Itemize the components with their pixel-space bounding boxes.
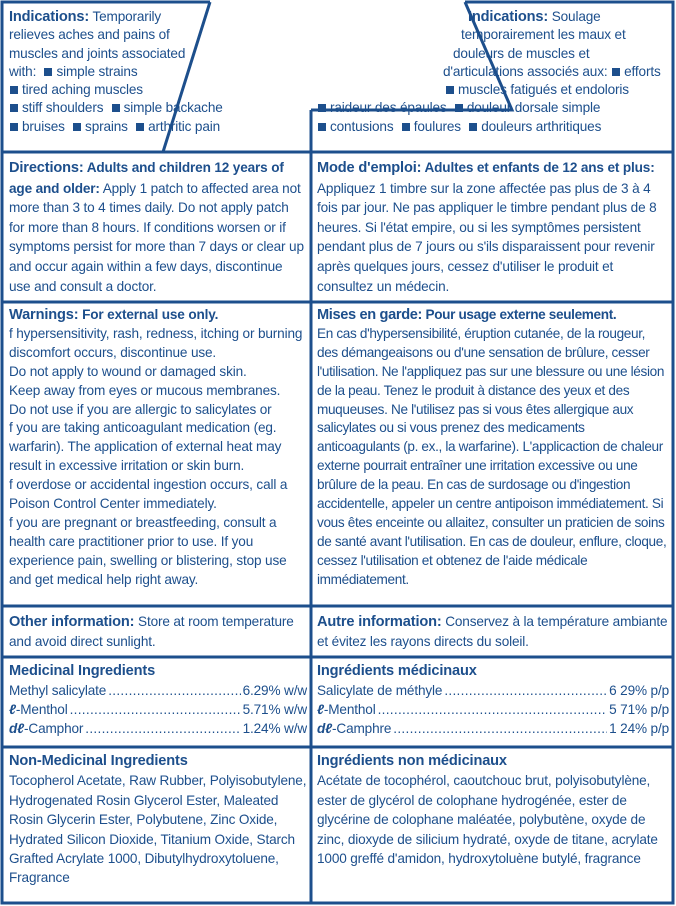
- en-directions: [9, 158, 307, 296]
- ingredient-value: 6.29% w/w: [242, 683, 307, 698]
- bullet-square-icon: [318, 123, 326, 131]
- en-non-medicinal-text: Tocopherol Acetate, Raw Rubber, Polyisobutylene, Hydrogenated Rosin Glycerol Ester, Maleated Rosin Glycerin Ester, Polybutene, Zinc Oxide, Hydrated Silicon Dioxide, Titanium Oxide, Starch Grafted Acrylate 1000, Dibutylhydroxytoluene, Fragrance: [9, 773, 307, 886]
- fr-medicinal-ingredients: [317, 662, 669, 738]
- ingredient-name: -Camphre: [332, 721, 392, 736]
- en-indications-text-2: relieves aches and pains of: [9, 27, 170, 43]
- fr-indication-item: efforts: [624, 63, 661, 79]
- en-indication-item: arthritic pain: [148, 118, 221, 134]
- fr-indication-item: muscles fatigués et endoloris: [458, 82, 629, 98]
- en-warning-line: f you are pregnant or breastfeeding, consult a health care practitioner prior to use. If you experience pain, swelling or blistering, stop use and get medical help right away.: [9, 514, 287, 587]
- bullet-square-icon: [612, 68, 620, 76]
- fr-non-medicinal-text: Acétate de tocophérol, caoutchouc brut, polyisobutylène, ester de glycérol de colophane hydrogénée, ester de glycérine de colophane maléatée, polybutène, oxyde de zinc, dioxyde de silicium hydraté, oxyde de titane, acrylate 1000 greffé d'amidon, hydroxytoluène butylé, fragrance: [317, 773, 658, 867]
- en-warning-line: f overdose or accidental ingestion occurs, call a Poison Control Center immediately.: [9, 477, 288, 512]
- en-warning-line: f hypersensitivity, rash, redness, itching or burning discomfort occurs, discontinue use.: [9, 325, 303, 360]
- bullet-square-icon: [469, 123, 477, 131]
- en-indications: [9, 8, 309, 136]
- fr-non-medicinal-ingredients: [317, 752, 669, 868]
- ingredient-value: 5 71% p/p: [609, 702, 669, 717]
- en-indication-item: tired aching muscles: [22, 82, 143, 98]
- fr-warnings-text: En cas d'hypersensibilité, éruption cutanée, de la rougeur, des démangeaisons ou d'une sensation de brûlure, cesser l'utilisation. Ne l'appliquez pas sur une blessure ou une lésion de la peau. Tenez le produit à distance des yeux et des muqueuses. Ne l'utilisez pas si vous êtes allergique aux salicylates ou si vous prenez des medicaments anticoagulants (p. ex., la warfarine). L'applicaction de chaleur externe pourrait entraîner une irritation excessive ou une brûlure de la peau. En cas de surdosage ou d'ingestion accidentelle, appeler un centre antipoison immédiatement. Si vous êtes enceinte ou allaitez, consulter un praticien de soins de santé avant l'utilisation. En cas de douleur, enflure, cloque, cessez l'utilisation et obtenez de l'aide médicale immédiatement.: [317, 325, 667, 587]
- fr-non-medicinal-heading: Ingrédients non médicinaux: [317, 753, 507, 769]
- fr-indications-text-2: temporairement les maux et: [461, 27, 626, 43]
- fr-warnings-bold: Pour usage externe seulement.: [422, 307, 617, 322]
- en-indication-item: simple strains: [56, 63, 138, 79]
- fr-directions: [317, 158, 669, 296]
- ingredient-name: -Menthol: [15, 702, 68, 717]
- ingredient-row: [9, 700, 307, 719]
- en-warnings: [9, 306, 307, 590]
- bullet-square-icon: [73, 123, 81, 131]
- ingredient-row: [317, 681, 669, 700]
- en-indications-text-1: Temporarily: [89, 9, 162, 24]
- bullet-square-icon: [10, 86, 18, 94]
- ingredient-row: [9, 719, 307, 738]
- fr-directions-bold: Adultes et enfants de 12 ans et plus:: [421, 160, 655, 175]
- en-other-information: [9, 612, 307, 651]
- ingredient-prefix: dℓ: [317, 721, 333, 736]
- bullet-square-icon: [10, 104, 18, 112]
- en-indications-heading: Indications:: [9, 9, 90, 25]
- bullet-square-icon: [446, 86, 454, 94]
- en-indications-text-3: muscles and joints associated: [9, 45, 186, 61]
- bullet-square-icon: [10, 123, 18, 131]
- fr-directions-text: Appliquez 1 timbre sur la zone affectée pas plus de 3 à 4 fois par jour. Ne pas appliquer le timbre pendant plus de 8 heures. Si l'état empire, ou si les symptômes persistent pendant plus de 7 jours ou s'ils disparaissent pour revenir après quelques jours, cessez d'utiliser le produit et consultez un médecin.: [317, 180, 657, 294]
- bullet-square-icon: [112, 104, 120, 112]
- fr-indications-text-3: douleurs de muscles et: [453, 45, 590, 61]
- fr-other-information: [317, 612, 669, 651]
- ingredient-row: [317, 719, 669, 738]
- fr-medicinal-heading: Ingrédients médicinaux: [317, 663, 477, 679]
- en-warning-line: Keep away from eyes or mucous membranes.: [9, 382, 281, 398]
- en-warnings-heading: Warnings:: [9, 307, 79, 323]
- ingredient-value: 6 29% p/p: [609, 683, 669, 698]
- ingredient-prefix: dℓ: [9, 721, 25, 736]
- en-directions-bold: Adults and children 12 years of age and older:: [9, 160, 284, 196]
- fr-indication-item: foulures: [413, 118, 461, 134]
- en-non-medicinal-ingredients: [9, 752, 307, 888]
- bullet-square-icon: [136, 123, 144, 131]
- ingredient-row: [317, 700, 669, 719]
- en-indication-item: stiff shoulders: [22, 100, 104, 116]
- en-other-heading: Other information:: [9, 614, 135, 630]
- en-medicinal-heading: Medicinal Ingredients: [9, 663, 156, 679]
- en-indication-item: bruises: [22, 118, 65, 134]
- ingredient-name: -Camphor: [24, 721, 84, 736]
- en-non-medicinal-heading: Non-Medicinal Ingredients: [9, 753, 188, 769]
- en-medicinal-ingredients: [9, 662, 307, 738]
- en-directions-text: Apply 1 patch to affected area not more than 3 to 4 times daily. Do not apply patch for more than 8 hours. If conditions worsen or if symptoms persist for more than 7 days or clear up and occur again within a few days, discontinue use and consult a doctor.: [9, 180, 304, 294]
- fr-indication-item: contusions: [330, 118, 394, 134]
- fr-indication-item: douleurs arthritiques: [481, 118, 602, 134]
- en-warning-line: Do not use if you are allergic to salicylates or: [9, 401, 272, 417]
- en-warning-line: f you are taking anticoagulant medication (eg. warfarin). The application of external heat may result in excessive irritation or skin burn.: [9, 420, 282, 474]
- en-indication-item: sprains: [85, 118, 128, 134]
- fr-indications-heading: Indications:: [468, 9, 549, 25]
- en-indications-text-4: with:: [9, 63, 37, 79]
- en-directions-heading: Directions:: [9, 160, 84, 176]
- ingredient-name: -Menthol: [323, 702, 376, 717]
- bullet-square-icon: [402, 123, 410, 131]
- en-indication-item: simple backache: [123, 100, 223, 116]
- ingredient-name: Methyl salicylate: [9, 683, 107, 698]
- en-other-text: Store at room temperature and avoid direct sunlight.: [9, 614, 294, 649]
- fr-indications: [317, 8, 669, 136]
- bullet-square-icon: [455, 104, 463, 112]
- fr-warnings: [317, 306, 669, 590]
- en-warnings-bold: For external use only.: [78, 307, 219, 322]
- fr-other-text: Conservez à la température ambiante et évitez les rayons directs du soleil.: [317, 614, 668, 649]
- fr-warnings-heading: Mises en garde:: [317, 307, 423, 323]
- bullet-square-icon: [318, 104, 326, 112]
- ingredient-prefix: ℓ: [317, 702, 324, 717]
- ingredient-value: 1.24% w/w: [242, 721, 307, 736]
- en-warning-line: Do not apply to wound or damaged skin.: [9, 363, 247, 379]
- fr-other-heading: Autre information:: [317, 614, 442, 630]
- fr-indication-item: raideur des épaules: [330, 100, 447, 116]
- ingredient-value: 5.71% w/w: [242, 702, 307, 717]
- ingredient-name: Salicylate de méthyle: [317, 683, 443, 698]
- ingredient-value: 1 24% p/p: [609, 721, 669, 736]
- fr-indication-item: douleur dorsale simple: [466, 100, 601, 116]
- ingredient-prefix: ℓ: [9, 702, 16, 717]
- ingredient-row: [9, 681, 307, 700]
- fr-indications-text-1: Soulage: [548, 9, 601, 24]
- fr-directions-heading: Mode d'emploi:: [317, 160, 422, 176]
- bullet-square-icon: [44, 68, 52, 76]
- fr-indications-text-4: d'articulations associés aux:: [443, 63, 608, 79]
